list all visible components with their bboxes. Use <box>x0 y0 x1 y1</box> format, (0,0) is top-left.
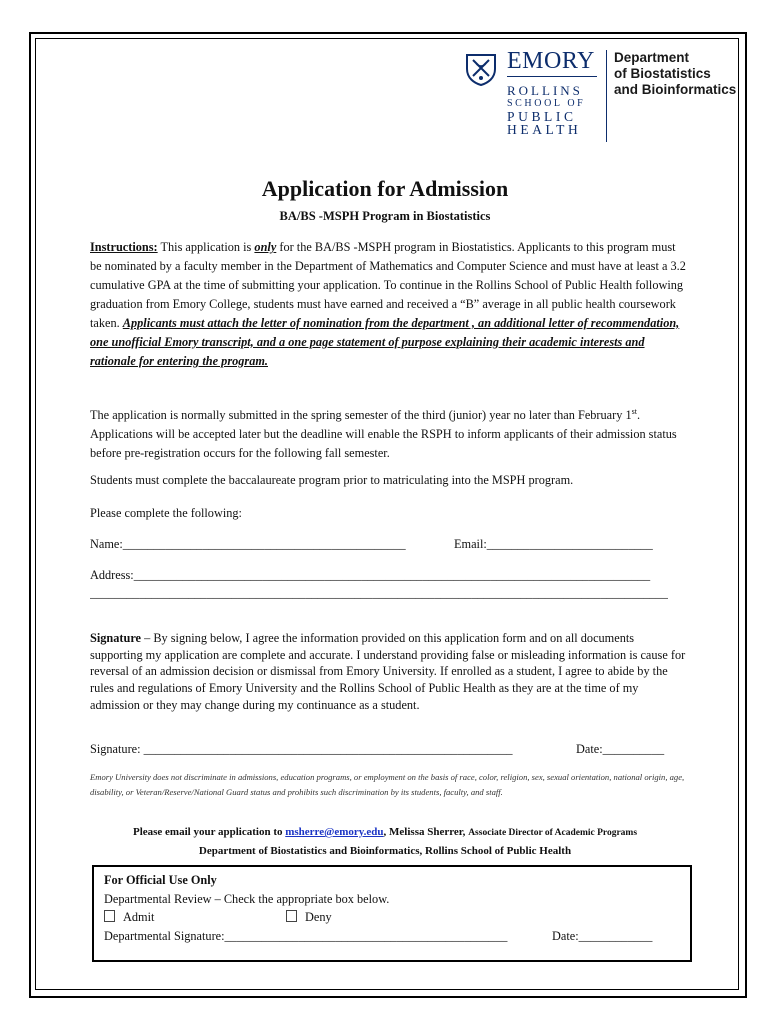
dept-line-2: of Biostatistics <box>614 66 711 81</box>
email-field[interactable]: Email:___________________________ <box>454 537 653 551</box>
contact-prefix: Please email your application to <box>132 826 286 838</box>
signature-statement <box>90 630 686 714</box>
signature-text: – By signing below, I agree the information provided on this application form and on all documents supporting my application are complete and accurate. I understand providing false or misleading information is cause for reversal of an admission decision or dismissal from Emory University. If enrolled as a student, I agree to abide by the rules and regulations of Emory University and the Rollins School of Public Health as they are at the time of my admission or they may change during my continuance as a student. <box>90 631 686 712</box>
department-name <box>614 50 736 98</box>
official-use-box <box>92 865 692 962</box>
emory-rollins-logo <box>460 46 740 146</box>
instructions-only: only <box>254 240 277 254</box>
timing-paragraph <box>90 402 686 463</box>
nondiscrimination-notice: Emory University does not discriminate in admissions, education programs, or employment on the basis of race, color, religion, sex, sexual orientation, national origin, age, disability, or Veteran/Reserve/National Guard status and prohibits such discrimination by its students, faculty, and staff. <box>90 772 685 797</box>
date-field[interactable]: Date:__________ <box>576 742 665 756</box>
departmental-review-text: Departmental Review – Check the appropriate box below. <box>104 892 390 906</box>
departmental-signature-field[interactable]: Departmental Signature:______________________________________________ <box>104 929 508 943</box>
official-use-title: For Official Use Only <box>104 873 217 887</box>
dept-line-3: and Bioinformatics <box>614 82 737 97</box>
address-field-continued[interactable]: ______________________________________________________________________________________________ <box>90 586 668 600</box>
logo-divider <box>606 50 607 142</box>
instructions-text-a: This application is <box>157 240 255 254</box>
rollins-text: ROLLINS <box>507 83 583 98</box>
contact-name: , Melissa Sherrer, <box>383 826 469 838</box>
contact-line-1 <box>0 823 770 842</box>
emory-wordmark: EMORY <box>507 48 595 74</box>
official-date-field[interactable]: Date:____________ <box>552 929 653 943</box>
timing-sup: st <box>631 407 637 416</box>
deny-checkbox[interactable] <box>286 910 297 922</box>
contact-line-2: Department of Biostatistics and Bioinformatics, Rollins School of Public Health <box>198 845 572 857</box>
emory-shield-icon <box>464 52 498 86</box>
contact-role: Associate Director of Academic Programs <box>468 828 638 838</box>
timing-text-b: . Applications will be accepted later but the deadline will enable the RSPH to inform applicants of their admission status before pre-registration occurs for the following fall semester. <box>90 408 677 461</box>
health-text: HEALTH <box>507 122 582 137</box>
name-field[interactable]: Name:______________________________________________ <box>90 537 406 551</box>
admit-checkbox[interactable] <box>104 910 115 922</box>
admit-label: Admit <box>123 910 155 924</box>
signature-field[interactable]: Signature: ____________________________________________________________ <box>90 742 513 756</box>
school-of-text: SCHOOL OF <box>507 98 586 109</box>
page-title: Application for Admission <box>261 176 509 201</box>
instructions-label: Instructions: <box>90 240 158 254</box>
timing-text-a: The application is normally submitted in the spring semester of the third (junior) year no later than February 1 <box>90 408 632 423</box>
contact-email-link[interactable]: msherre@emory.edu <box>285 826 384 838</box>
baccalaureate-note: Students must complete the baccalaureate program prior to matriculating into the MSPH program. <box>90 473 574 487</box>
admit-option[interactable] <box>104 910 154 925</box>
please-complete-label: Please complete the following: <box>90 506 242 520</box>
rollins-wordmark <box>507 84 585 136</box>
deny-label: Deny <box>305 910 332 924</box>
signature-label: Signature <box>90 631 142 645</box>
page-subtitle: BA/BS -MSPH Program in Biostatistics <box>279 209 491 223</box>
instructions-emphasis: Applicants must attach the letter of nomination from the department , an additional letter of recommendation, one unofficial Emory transcript, and a one page statement of purpose explaining their academic interests and rationale for entering the program. <box>90 316 680 368</box>
instructions-text-b: for the BA/BS -MSPH program in Biostatistics. Applicants to this program must be nominated by a faculty member in the Department of Mathematics and Computer Science and must have at least a 3.2 cumulative GPA at the time of submitting your application. To continue in the Rollins School of Public Health following graduation from Emory College, students must have earned and received a “B” average in all public health coursework taken. <box>90 240 686 330</box>
deny-option[interactable] <box>286 910 332 925</box>
contact-info <box>0 823 770 860</box>
dept-line-1: Department <box>614 50 690 65</box>
address-field[interactable]: Address:____________________________________________________________________________________ <box>90 568 651 582</box>
instructions-paragraph <box>90 238 686 371</box>
logo-rule <box>507 76 597 77</box>
public-text: PUBLIC <box>507 109 577 124</box>
